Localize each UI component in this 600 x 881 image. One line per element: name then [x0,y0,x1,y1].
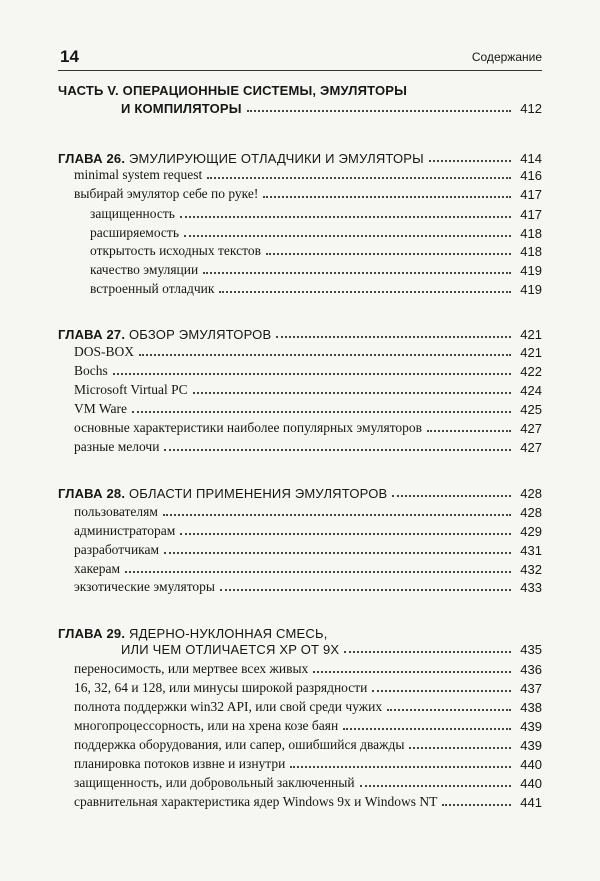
toc-entry[interactable] [74,557,542,577]
leader-dots [113,372,511,375]
toc-entry[interactable] [74,714,542,734]
leader-dots [219,290,511,293]
toc-entry[interactable] [74,771,542,791]
leader-dots [180,215,511,218]
toc-entry[interactable] [74,657,542,677]
page-ref: 428 [520,505,542,520]
leader-dots [203,271,511,274]
leader-dots [139,353,511,356]
page-ref: 429 [520,524,542,539]
leader-dots [164,448,511,451]
part-heading-cont[interactable] [121,96,542,116]
page-ref: 427 [520,421,542,436]
entry-title: основные характеристики наиболее популярных эмуляторов [74,420,423,435]
page-ref: 431 [520,543,542,558]
chapter-title: ОБЗОР ЭМУЛЯТОРОВ [128,327,272,342]
entry-title: качество эмуляции [90,262,199,277]
leader-dots [387,708,511,711]
toc-entry[interactable] [74,733,542,753]
page-ref: 414 [520,151,542,166]
leader-dots [164,551,511,554]
leader-dots [442,803,511,806]
entry-title: разработчикам [74,542,160,557]
leader-dots [207,176,511,179]
page-ref: 438 [520,700,542,715]
entry-title: пользователям [74,504,158,519]
entry-title: VM Ware [74,401,128,416]
page-ref: 435 [520,642,542,657]
leader-dots [372,689,511,692]
chapter-label: ГЛАВА 27. [58,327,126,342]
leader-dots [125,570,511,573]
leader-dots [313,670,511,673]
page-ref: 432 [520,562,542,577]
page-ref: 440 [520,776,542,791]
page-ref: 422 [520,364,542,379]
toc-entry[interactable] [74,575,542,595]
entry-title: встроенный отладчик [90,281,215,296]
leader-dots [263,195,511,198]
page-ref: 439 [520,738,542,753]
page-ref: 427 [520,440,542,455]
toc-subentry[interactable] [90,202,542,222]
entry-title: экзотические эмуляторы [74,579,215,594]
page-ref: 421 [520,327,542,342]
page-ref: 419 [520,263,542,278]
toc-entry[interactable] [74,163,542,183]
entry-title: планировка потоков извне и изнутри [74,756,286,771]
chapter-heading[interactable] [58,322,542,342]
chapter-label: ГЛАВА 26. [58,151,126,166]
toc-entry[interactable] [74,519,542,539]
toc-subentry[interactable] [90,258,542,278]
leader-dots [193,391,511,394]
chapter-title: ЭМУЛИРУЮЩИЕ ОТЛАДЧИКИ И ЭМУЛЯТОРЫ [128,151,424,166]
toc-subentry[interactable] [90,239,542,259]
leader-dots [392,494,511,497]
page-ref: 417 [520,207,542,222]
page-ref: 439 [520,719,542,734]
entry-title: Bochs [74,363,108,378]
leader-dots [344,650,511,653]
leader-dots [163,513,511,516]
toc-entry[interactable] [74,378,542,398]
page-ref: 417 [520,187,542,202]
toc-entry[interactable] [74,359,542,379]
page-ref: 436 [520,662,542,677]
page-ref: 437 [520,681,542,696]
entry-title: хакерам [74,561,121,576]
entry-title: переносимость, или мертвее всех живых [74,661,309,676]
entry-title: защищенность [90,206,175,221]
entry-title: поддержка оборудования, или сапер, ошибшийся дважды [74,737,405,752]
page-ref: 419 [520,282,542,297]
entry-title: DOS-BOX [74,344,135,359]
toc-entry[interactable] [74,695,542,715]
entry-title: minimal system request [74,167,203,182]
toc-entry[interactable] [74,790,542,810]
leader-dots [132,410,511,413]
toc-entry[interactable] [74,676,542,696]
entry-title: 16, 32, 64 и 128, или минусы широкой разрядности [74,680,368,695]
chapter-title-line2: ИЛИ ЧЕМ ОТЛИЧАЕТСЯ XP ОТ 9X [121,642,340,657]
page-ref: 412 [520,101,542,116]
chapter-heading-cont[interactable] [121,637,542,657]
leader-dots [266,252,511,255]
page-ref: 425 [520,402,542,417]
entry-title: полнота поддержки win32 API, или свой среди чужих [74,699,383,714]
running-title: Содержание [471,50,542,64]
leader-dots [409,746,511,749]
toc-entry[interactable] [74,435,542,455]
leader-dots [429,159,511,162]
entry-title: защищенность, или добровольный заключенный [74,775,355,790]
page-ref: 424 [520,383,542,398]
page-ref: 421 [520,345,542,360]
toc-subentry[interactable] [90,221,542,241]
page-ref: 441 [520,795,542,810]
chapter-title: ЯДЕРНО-НУКЛОННАЯ СМЕСЬ, [128,626,328,641]
leader-dots [343,727,511,730]
chapter-title: ОБЛАСТИ ПРИМЕНЕНИЯ ЭМУЛЯТОРОВ [128,486,388,501]
toc-entry[interactable] [74,538,542,558]
leader-dots [180,532,511,535]
toc-entry[interactable] [74,182,542,202]
toc-entry[interactable] [74,752,542,772]
page-ref: 418 [520,244,542,259]
page-ref: 440 [520,757,542,772]
toc-subentry[interactable] [90,277,542,297]
page-header [58,44,542,71]
leader-dots [360,784,511,787]
entry-title: выбирай эмулятор себе по руке! [74,186,259,201]
page-ref: 428 [520,486,542,501]
chapter-heading[interactable] [58,481,542,501]
entry-title: разные мелочи [74,439,160,454]
page-ref: 418 [520,226,542,241]
chapter-label: ГЛАВА 29. [58,626,126,641]
entry-title: администраторам [74,523,176,538]
entry-title: открытость исходных текстов [90,243,261,258]
toc-entry[interactable] [74,500,542,520]
leader-dots [247,109,511,112]
entry-title: расширяемость [90,225,179,240]
chapter-label: ГЛАВА 28. [58,486,126,501]
leader-dots [220,588,511,591]
entry-title: многопроцессорность, или на хрена козе баян [74,718,339,733]
toc-entry[interactable] [74,340,542,360]
page-ref: 416 [520,168,542,183]
leader-dots [427,429,511,432]
entry-title: Microsoft Virtual PC [74,382,188,397]
toc-entry[interactable] [74,397,542,417]
page-number: 14 [60,47,79,66]
leader-dots [276,335,511,338]
part-heading[interactable] [58,78,542,98]
part-title-line2: И КОМПИЛЯТОРЫ [121,101,242,116]
leader-dots [290,765,511,768]
part-title-line1: ЧАСТЬ V. ОПЕРАЦИОННЫЕ СИСТЕМЫ, ЭМУЛЯТОРЫ [58,83,408,98]
page-ref: 433 [520,580,542,595]
leader-dots [184,234,511,237]
toc-entry[interactable] [74,416,542,436]
entry-title: сравнительная характеристика ядер Windows 9x и Windows NT [74,794,438,809]
